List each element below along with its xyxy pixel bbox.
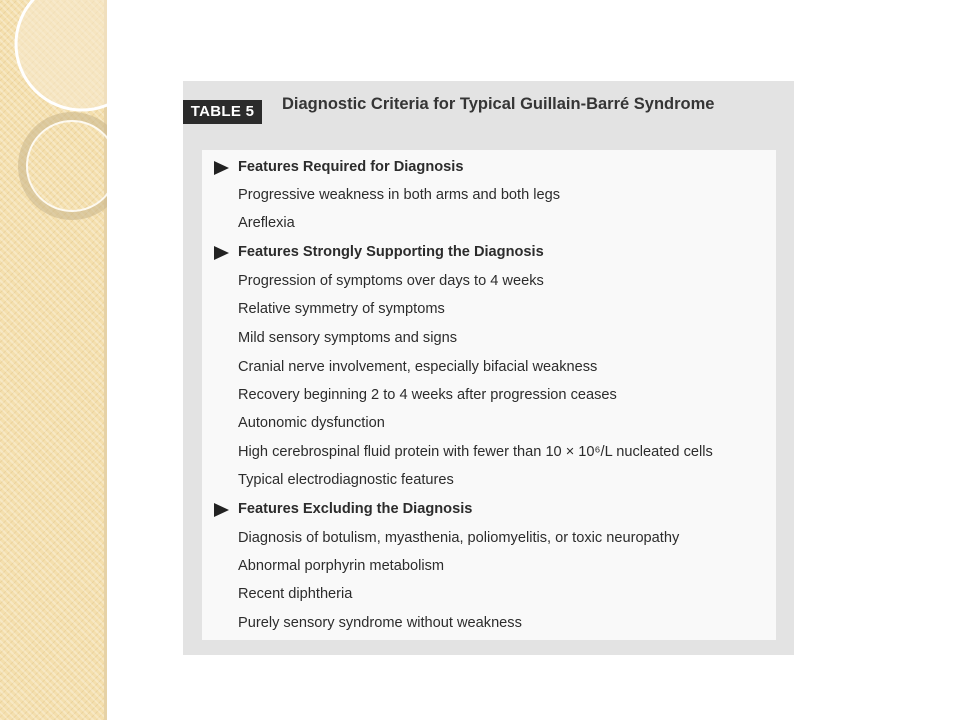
triangle-bullet-icon — [214, 503, 229, 517]
list-item: Diagnosis of botulism, myasthenia, poliomyelitis, or toxic neuropathy — [238, 530, 680, 546]
section-heading: Features Required for Diagnosis — [202, 153, 776, 181]
list-item: Purely sensory syndrome without weakness — [238, 615, 522, 631]
table-number-label: TABLE 5 — [183, 100, 262, 124]
list-item: Autonomic dysfunction — [238, 415, 385, 431]
list-item: Recovery beginning 2 to 4 weeks after progression ceases — [238, 387, 617, 403]
list-item: Areflexia — [238, 215, 295, 231]
table-image — [183, 81, 794, 655]
list-item: Progressive weakness in both arms and both legs — [238, 187, 561, 203]
list-item: High cerebrospinal fluid protein with fewer than 10 × 10⁶/L nucleated cells — [238, 444, 713, 460]
decorative-circles — [0, 0, 107, 240]
list-item: Recent diphtheria — [238, 586, 353, 602]
list-item: Cranial nerve involvement, especially bifacial weakness — [238, 359, 598, 375]
list-item: Progression of symptoms over days to 4 weeks — [238, 273, 544, 289]
list-item: Relative symmetry of symptoms — [238, 301, 445, 317]
criteria-list — [202, 150, 776, 640]
section-heading: Features Strongly Supporting the Diagnosis — [202, 238, 776, 266]
triangle-bullet-icon — [214, 161, 229, 175]
section-heading: Features Excluding the Diagnosis — [202, 495, 776, 523]
table-title: Diagnostic Criteria for Typical Guillain-Barré Syndrome — [282, 95, 715, 113]
list-item: Mild sensory symptoms and signs — [238, 330, 457, 346]
list-item: Abnormal porphyrin metabolism — [238, 558, 445, 574]
triangle-bullet-icon — [214, 246, 229, 260]
list-item: Typical electrodiagnostic features — [238, 472, 454, 488]
